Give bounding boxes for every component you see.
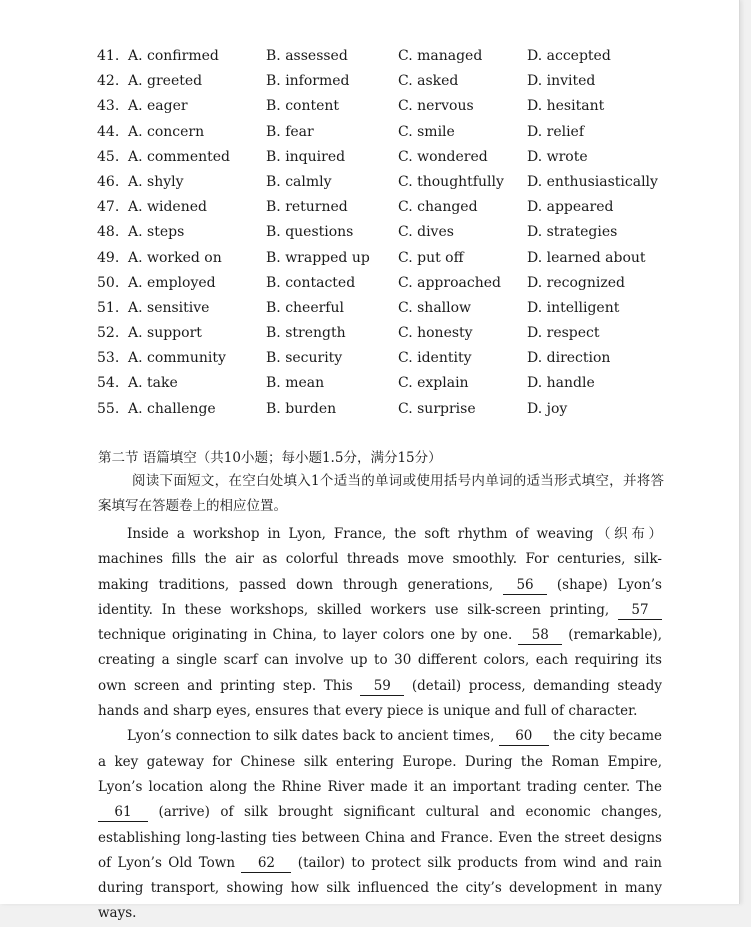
option-row bbox=[97, 94, 717, 119]
option-b: B. security bbox=[266, 350, 343, 367]
passage-text: technique originating in China, to layer colors one by one. bbox=[98, 627, 519, 644]
option-a: A. take bbox=[128, 375, 178, 392]
passage-text: (detail) process, demanding steady hands and sharp eyes, ensures that every piece is unique and full of character. bbox=[98, 677, 662, 720]
option-a: A. support bbox=[128, 325, 202, 342]
blank-62: 62 bbox=[241, 855, 291, 873]
option-a: A. concern bbox=[128, 123, 205, 140]
question-number: 44. bbox=[97, 123, 120, 140]
option-b: B. inquired bbox=[266, 148, 346, 165]
passage-text: (arrive) of silk brought significant cultural and economic changes, establishing long-lasting ties between China and France. Even the street designs of Lyon’s Old Town bbox=[98, 804, 662, 871]
question-number: 41. bbox=[97, 48, 120, 64]
option-a: A. widened bbox=[128, 199, 207, 216]
option-d: D. strategies bbox=[527, 224, 618, 241]
option-b: B. returned bbox=[266, 199, 348, 216]
option-row bbox=[97, 346, 717, 371]
option-d: D. enthusiastically bbox=[527, 173, 658, 190]
passage-text: Lyon’s connection to silk dates back to ancient times, bbox=[127, 728, 499, 745]
option-d: D. intelligent bbox=[527, 299, 620, 316]
option-row bbox=[97, 397, 717, 422]
blank-58: 58 bbox=[518, 627, 562, 645]
question-number: 54. bbox=[97, 375, 120, 392]
option-d: D. direction bbox=[527, 350, 611, 367]
option-c: C. put off bbox=[398, 249, 464, 266]
question-number: 48. bbox=[97, 224, 120, 241]
question-number: 53. bbox=[97, 350, 120, 367]
question-number: 45. bbox=[97, 148, 120, 165]
option-c: C. dives bbox=[398, 224, 454, 241]
option-c: C. explain bbox=[398, 375, 469, 392]
option-a: A. confirmed bbox=[128, 48, 219, 64]
paragraph-2 bbox=[98, 724, 662, 926]
option-row bbox=[97, 120, 717, 145]
option-row bbox=[97, 271, 717, 296]
question-number: 50. bbox=[97, 274, 120, 291]
option-a: A. challenge bbox=[128, 400, 216, 417]
option-b: B. fear bbox=[266, 123, 314, 140]
option-a: A. worked on bbox=[128, 249, 222, 266]
option-d: D. wrote bbox=[527, 148, 588, 165]
option-b: B. strength bbox=[266, 325, 346, 342]
option-row bbox=[97, 69, 717, 94]
option-c: C. honesty bbox=[398, 325, 473, 342]
option-b: B. calmly bbox=[266, 173, 332, 190]
passage-text: Inside a workshop in Lyon, France, the soft rhythm of weaving（织布）machines fills the air as colorful threads move smoothly. For centuries, silk-making traditions, passed down through generations, bbox=[98, 526, 662, 593]
option-a: A. community bbox=[128, 350, 226, 367]
options-list bbox=[97, 44, 717, 422]
blank-59: 59 bbox=[360, 678, 404, 696]
passage-text: (shape) Lyon’s identity. In these workshops, skilled workers use silk-screen printing, bbox=[98, 576, 662, 618]
option-a: A. steps bbox=[128, 224, 185, 241]
option-d: D. hesitant bbox=[527, 98, 605, 115]
option-d: D. invited bbox=[527, 73, 596, 90]
option-b: B. content bbox=[266, 98, 340, 115]
option-c: C. managed bbox=[398, 48, 483, 64]
blank-57: 57 bbox=[618, 602, 662, 620]
section-title: 第二节 语篇填空（共10小题；每小题1.5分，满分15分） bbox=[98, 450, 442, 466]
option-b: B. mean bbox=[266, 375, 325, 392]
option-a: A. sensitive bbox=[128, 299, 210, 316]
option-c: C. identity bbox=[398, 350, 472, 367]
blank-56: 56 bbox=[503, 577, 547, 595]
option-d: D. handle bbox=[527, 375, 595, 392]
question-number: 42. bbox=[97, 73, 120, 90]
option-c: C. approached bbox=[398, 274, 501, 291]
passage-text: the city became a key gateway for Chinese silk entering Europe. During the Roman Empire, Lyon’s location along the Rhine River made it an important trading center. The bbox=[98, 728, 662, 795]
option-row bbox=[97, 195, 717, 220]
option-d: D. recognized bbox=[527, 274, 625, 291]
question-number: 47. bbox=[97, 199, 120, 216]
passage-text: (tailor) to protect silk products from wind and rain during transport, showing how silk influenced the city’s development in many ways. bbox=[98, 854, 662, 922]
option-b: B. questions bbox=[266, 224, 354, 241]
option-a: A. greeted bbox=[128, 73, 203, 90]
option-d: D. accepted bbox=[527, 48, 611, 64]
blank-60: 60 bbox=[499, 728, 549, 746]
option-row bbox=[97, 321, 717, 346]
section-instruction: 阅读下面短文，在空白处填入1个适当的单词或使用括号内单词的适当形式填空，并将答案填写在答题卷上的相应位置。 bbox=[98, 473, 664, 514]
option-b: B. burden bbox=[266, 400, 337, 417]
option-row bbox=[97, 220, 717, 245]
option-a: A. shyly bbox=[128, 173, 184, 190]
option-a: A. employed bbox=[128, 274, 216, 291]
option-row bbox=[97, 296, 717, 321]
option-row bbox=[97, 44, 717, 69]
paragraph-1 bbox=[98, 522, 662, 724]
option-d: D. respect bbox=[527, 325, 600, 342]
option-a: A. eager bbox=[128, 98, 188, 115]
option-row bbox=[97, 246, 717, 271]
passage-text: (remarkable), creating a single scarf can involve up to 30 different colors, each requiring its own screen and printing step. This bbox=[98, 627, 662, 694]
question-number: 46. bbox=[97, 173, 120, 190]
option-b: B. contacted bbox=[266, 274, 356, 291]
option-c: C. nervous bbox=[398, 98, 474, 115]
option-c: C. shallow bbox=[398, 299, 472, 316]
question-number: 43. bbox=[97, 98, 120, 115]
question-number: 52. bbox=[97, 325, 120, 342]
option-d: D. learned about bbox=[527, 249, 646, 266]
option-c: C. surprise bbox=[398, 400, 476, 417]
option-b: B. cheerful bbox=[266, 299, 344, 316]
option-c: C. wondered bbox=[398, 148, 488, 165]
option-c: C. changed bbox=[398, 199, 478, 216]
option-row bbox=[97, 145, 717, 170]
option-row bbox=[97, 371, 717, 396]
option-b: B. assessed bbox=[266, 48, 348, 64]
question-number: 55. bbox=[97, 400, 120, 417]
passage bbox=[98, 522, 662, 927]
option-b: B. wrapped up bbox=[266, 249, 370, 266]
option-c: C. thoughtfully bbox=[398, 173, 504, 190]
option-c: C. smile bbox=[398, 123, 455, 140]
option-row bbox=[97, 170, 717, 195]
option-d: D. joy bbox=[527, 400, 568, 417]
option-d: D. appeared bbox=[527, 199, 614, 216]
blank-61: 61 bbox=[98, 804, 148, 822]
option-a: A. commented bbox=[128, 148, 231, 165]
question-number: 51. bbox=[97, 299, 120, 316]
option-d: D. relief bbox=[527, 123, 585, 140]
question-number: 49. bbox=[97, 249, 120, 266]
option-b: B. informed bbox=[266, 73, 350, 90]
option-c: C. asked bbox=[398, 73, 459, 90]
